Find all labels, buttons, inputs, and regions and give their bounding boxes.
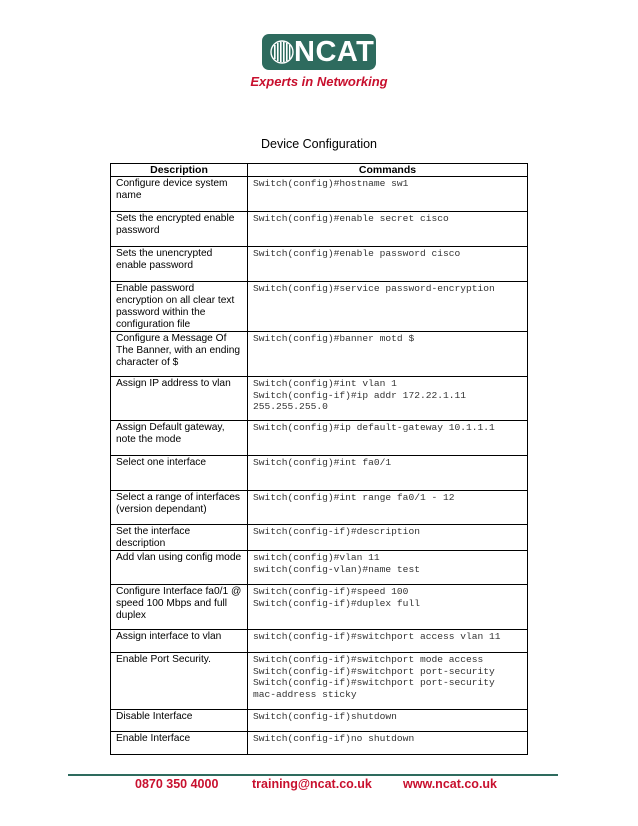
table-row xyxy=(111,332,528,377)
table-row xyxy=(111,212,528,247)
command-cell: Switch(config-if)#speed 100 Switch(config-if)#duplex full xyxy=(248,585,528,630)
config-table xyxy=(110,163,528,755)
description-cell: Select one interface xyxy=(111,456,248,491)
description-cell: Configure device system name xyxy=(111,177,248,212)
command-cell: Switch(config)#enable secret cisco xyxy=(248,212,528,247)
page-title: Device Configuration xyxy=(260,137,378,151)
table-row xyxy=(111,525,528,551)
table-row xyxy=(111,456,528,491)
table-header-row xyxy=(111,164,528,177)
description-cell: Assign Default gateway, note the mode xyxy=(111,421,248,456)
command-cell: Switch(config)#banner motd $ xyxy=(248,332,528,377)
tagline: Experts in Networking xyxy=(250,74,388,89)
command-cell: Switch(config)#int vlan 1 Switch(config-if)#ip addr 172.22.1.11 255.255.255.0 xyxy=(248,377,528,421)
table-row xyxy=(111,732,528,755)
table-row xyxy=(111,710,528,732)
command-cell: Switch(config)#int range fa0/1 - 12 xyxy=(248,491,528,525)
column-header-description: Description xyxy=(111,164,248,177)
table-row xyxy=(111,421,528,456)
command-cell: Switch(config)#ip default-gateway 10.1.1.1 xyxy=(248,421,528,456)
table-row xyxy=(111,177,528,212)
description-cell: Add vlan using config mode xyxy=(111,551,248,585)
command-cell: Switch(config-if)no shutdown xyxy=(248,732,528,755)
command-cell: Switch(config)#int fa0/1 xyxy=(248,456,528,491)
command-cell: Switch(config-if)#description xyxy=(248,525,528,551)
globe-icon xyxy=(270,40,294,64)
footer-divider xyxy=(68,774,558,776)
table-row xyxy=(111,282,528,332)
ncat-logo xyxy=(262,34,376,70)
description-cell: Disable Interface xyxy=(111,710,248,732)
description-cell: Enable Interface xyxy=(111,732,248,755)
table-row xyxy=(111,247,528,282)
description-cell: Assign interface to vlan xyxy=(111,630,248,653)
description-cell: Configure a Message Of The Banner, with an ending character of $ xyxy=(111,332,248,377)
table-row xyxy=(111,653,528,710)
command-cell: Switch(config)#service password-encryption xyxy=(248,282,528,332)
table-row xyxy=(111,491,528,525)
description-cell: Sets the unencrypted enable password xyxy=(111,247,248,282)
table-row xyxy=(111,377,528,421)
footer-email: training@ncat.co.uk xyxy=(252,777,372,791)
description-cell: Enable Port Security. xyxy=(111,653,248,710)
command-cell: switch(config)#vlan 11 switch(config-vlan)#name test xyxy=(248,551,528,585)
command-cell: Switch(config-if)shutdown xyxy=(248,710,528,732)
command-cell: Switch(config)#hostname sw1 xyxy=(248,177,528,212)
column-header-commands: Commands xyxy=(248,164,528,177)
description-cell: Enable password encryption on all clear text password within the configuration file xyxy=(111,282,248,332)
table-row xyxy=(111,630,528,653)
command-cell: Switch(config-if)#switchport mode access Switch(config-if)#switchport port-security Switch(config-if)#switchport port-security mac-address sticky xyxy=(248,653,528,710)
command-cell: switch(config-if)#switchport access vlan 11 xyxy=(248,630,528,653)
description-cell: Assign IP address to vlan xyxy=(111,377,248,421)
table-row xyxy=(111,585,528,630)
description-cell: Configure Interface fa0/1 @ speed 100 Mbps and full duplex xyxy=(111,585,248,630)
logo-wordmark: NCAT xyxy=(294,36,375,68)
footer-website: www.ncat.co.uk xyxy=(403,777,498,791)
description-cell: Set the interface description xyxy=(111,525,248,551)
footer-phone: 0870 350 4000 xyxy=(135,777,219,791)
description-cell: Select a range of interfaces (version dependant) xyxy=(111,491,248,525)
description-cell: Sets the encrypted enable password xyxy=(111,212,248,247)
command-cell: Switch(config)#enable password cisco xyxy=(248,247,528,282)
table-row xyxy=(111,551,528,585)
